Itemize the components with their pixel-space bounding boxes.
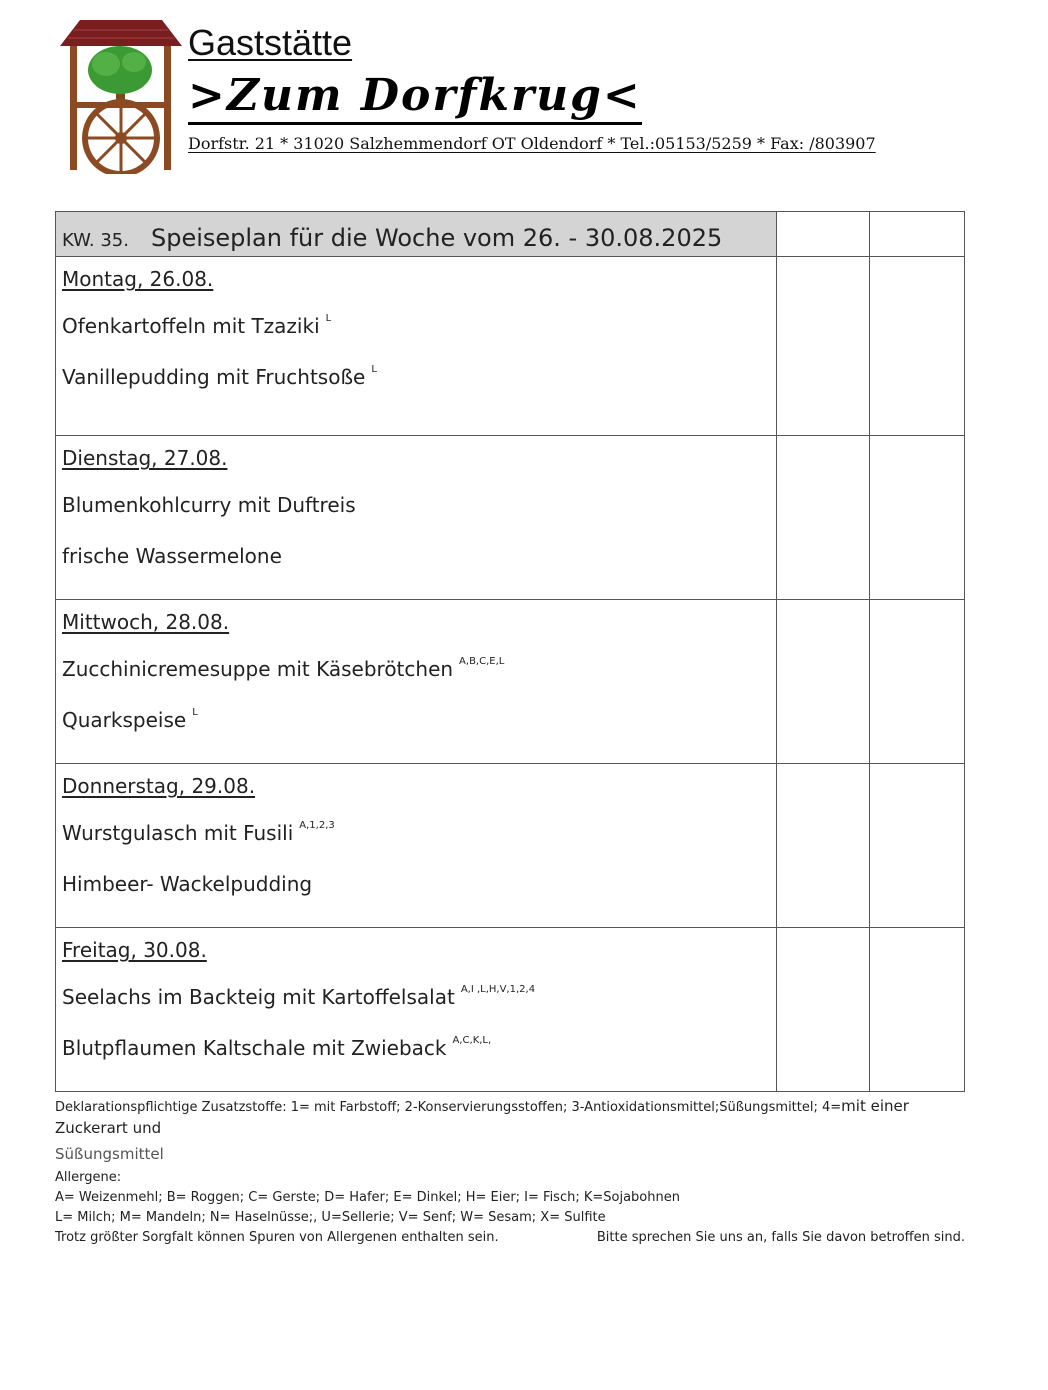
check-cell [870, 928, 965, 1092]
contact-text: Bitte sprechen Sie uns an, falls Sie davon betroffen sind. [596, 1230, 965, 1245]
dish-name: Quarkspeise [62, 708, 187, 732]
day-row [56, 764, 965, 928]
menu-title: Speiseplan für die Woche vom 26. - 30.08.2025 [150, 224, 723, 252]
brand-name-line1: Gaststätte [188, 22, 353, 63]
dish [62, 364, 770, 389]
additives-text-cont: mit einer Zuckerart und [55, 1097, 909, 1137]
check-cell [776, 257, 870, 436]
roof-shape [60, 20, 182, 46]
header-extra-cell [870, 212, 965, 257]
dish-name: Vanillepudding mit Fruchtsoße [62, 365, 366, 389]
dish-name: Blutpflaumen Kaltschale mit Zwieback [62, 1036, 447, 1060]
dish-allergens: A,1,2,3 [299, 820, 335, 831]
day-row [56, 928, 965, 1092]
day-name: Donnerstag, 29.08. [62, 774, 256, 798]
dish-name: Ofenkartoffeln mit Tzaziki [62, 314, 320, 338]
dish [62, 707, 770, 732]
menu-header-cell [56, 212, 777, 257]
disclaimer-row [55, 1228, 965, 1248]
dish-allergens: L [371, 364, 377, 375]
weekly-menu-table [55, 211, 965, 1092]
dish [62, 820, 770, 845]
allergens-title: Allergene: [55, 1170, 122, 1185]
day-row [56, 600, 965, 764]
allergens-line: A= Weizenmehl; B= Roggen; C= Gerste; D= Hafer; E= Dinkel; H= Eier; I= Fisch; K=Sojabohnen [55, 1190, 680, 1205]
day-name: Montag, 26.08. [62, 267, 214, 291]
dish-allergens: A,C,K,L, [452, 1035, 492, 1046]
additives-text-end: Süßungsmittel [55, 1145, 164, 1163]
dish-allergens: A,I ,L,H,V,1,2,4 [460, 984, 536, 995]
dish-name: frische Wassermelone [62, 544, 282, 568]
dish [62, 984, 770, 1009]
dish [62, 492, 770, 517]
menu-footnotes [55, 1096, 965, 1248]
check-cell [870, 600, 965, 764]
allergens-line: L= Milch; M= Mandeln; N= Haselnüsse;, U=Sellerie; V= Senf; W= Sesam; X= Sulfite [55, 1210, 606, 1225]
disclaimer-text: Trotz größter Sorgfalt können Spuren von Allergenen enthalten sein. [55, 1230, 499, 1245]
check-cell [870, 764, 965, 928]
brand-name-line2: >Zum Dorfkrug< [188, 70, 642, 125]
check-cell [870, 436, 965, 600]
inn-logo [58, 16, 184, 174]
day-row [56, 257, 965, 436]
dish [62, 656, 770, 681]
check-cell [776, 436, 870, 600]
check-cell [776, 928, 870, 1092]
dish [62, 313, 770, 338]
check-cell [776, 600, 870, 764]
additives-note [55, 1096, 965, 1140]
brand-address: Dorfstr. 21 * 31020 Salzhemmendorf OT Oldendorf * Tel.:05153/5259 * Fax: /803907 [188, 134, 876, 153]
day-row [56, 436, 965, 600]
dish-name: Blumenkohlcurry mit Duftreis [62, 493, 356, 517]
check-cell [776, 764, 870, 928]
header-extra-cell [776, 212, 870, 257]
day-name: Mittwoch, 28.08. [62, 610, 230, 634]
calendar-week: KW. 35. [62, 230, 129, 251]
dish-allergens: L [325, 313, 332, 324]
dish-allergens: A,B,C,E,L [459, 656, 505, 667]
dish-name: Wurstgulasch mit Fusili [62, 821, 294, 845]
dish-allergens: L [192, 707, 198, 718]
dish-name: Seelachs im Backteig mit Kartoffelsalat [62, 985, 455, 1009]
day-name: Freitag, 30.08. [62, 938, 207, 962]
dish-name: Zucchinicremesuppe mit Käsebrötchen [62, 657, 454, 681]
day-name: Dienstag, 27.08. [62, 446, 228, 470]
dish-name: Himbeer- Wackelpudding [62, 872, 313, 896]
dish [62, 543, 770, 568]
check-cell [870, 257, 965, 436]
menu-header-row [56, 212, 965, 257]
dish [62, 1035, 770, 1060]
dish [62, 871, 770, 896]
additives-text: Deklarationspflichtige Zusatzstoffe: 1= mit Farbstoff; 2-Konservierungsstoffen; 3-Antioxidationsmittel;Süßungsmittel; 4= [55, 1100, 842, 1115]
